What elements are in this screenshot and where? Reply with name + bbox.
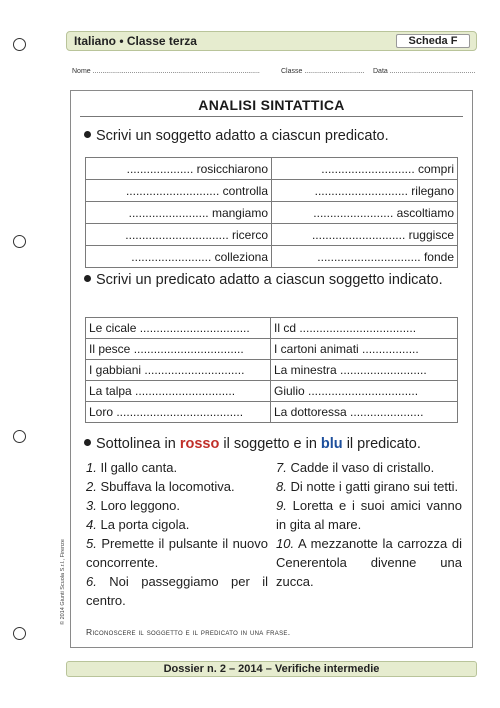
sentence-number: 3. (86, 498, 97, 513)
sentence-item (86, 477, 268, 496)
punch-hole-top (13, 38, 26, 51)
copyright-notice: © 2014 Giunti Scuola S.r.l., Firenze (60, 539, 66, 625)
sentence-text[interactable]: A mezzanotte la carrozza di Cenerentola divenne una zucca. (276, 536, 462, 589)
fill-in-cell[interactable]: ............................... fonde (272, 246, 458, 268)
sentence-text[interactable]: Loretta e i suoi amici vanno in gita al mare. (276, 498, 462, 532)
exercise-3-text-a: Sottolinea in (96, 436, 180, 452)
sentence-text[interactable]: Premette il pulsante il nuovo concorrente. (86, 536, 268, 570)
sentence-item (86, 515, 268, 534)
exercise-2-text: Scrivi un predicato adatto a ciascun soggetto indicato. (96, 272, 443, 288)
sentence-text[interactable]: Loro leggono. (100, 498, 180, 513)
word-rosso: rosso (179, 436, 220, 452)
sentence-number: 4. (86, 517, 97, 532)
exercise-3-text-b: il soggetto e in (219, 436, 321, 452)
sentences-right-column (276, 458, 462, 591)
sentence-item (276, 477, 462, 496)
sentence-item (276, 496, 462, 534)
fill-in-cell[interactable]: La talpa .............................. (86, 381, 271, 402)
fill-in-cell[interactable]: ............................ rilegano (272, 180, 458, 202)
header-title: Italiano • Classe terza (74, 34, 197, 48)
sentence-text[interactable]: La porta cigola. (100, 517, 190, 532)
fill-in-cell[interactable]: ............................... ricerco (86, 224, 272, 246)
exercise-1-instruction (84, 127, 389, 146)
sentence-number: 1. (86, 460, 97, 475)
sentences-left-column (86, 458, 268, 610)
fill-in-cell[interactable]: ........................ ascoltiamo (272, 202, 458, 224)
fill-in-cell[interactable]: Giulio ................................. (271, 381, 458, 402)
punch-hole-upper (13, 235, 26, 248)
exercise-3-text-c: il predicato. (342, 436, 421, 452)
sentence-number: 7. (276, 460, 287, 475)
exercise-1-table (85, 157, 458, 268)
table-row (86, 158, 458, 180)
fill-in-cell[interactable]: Le cicale ................................. (86, 318, 271, 339)
table-row (86, 402, 458, 423)
sentence-item (276, 458, 462, 477)
punch-hole-bottom (13, 627, 26, 640)
exercise-3-instruction (84, 435, 421, 454)
fill-in-cell[interactable]: ............................ ruggisce (272, 224, 458, 246)
sentence-item (86, 496, 268, 515)
sentence-number: 5. (86, 536, 97, 551)
sentence-item (86, 458, 268, 477)
bullet-icon (84, 131, 91, 138)
sentence-number: 6. (86, 574, 97, 589)
name-field[interactable]: Nome ...................................................................................... (72, 68, 260, 75)
sentence-text[interactable]: Sbuffava la locomotiva. (100, 479, 235, 494)
fill-in-cell[interactable]: ........................ mangiamo (86, 202, 272, 224)
fill-in-cell[interactable]: La minestra .......................... (271, 360, 458, 381)
sentence-text[interactable]: Noi passeggiamo per il centro. (86, 574, 268, 608)
sentence-text[interactable]: Il gallo canta. (100, 460, 178, 475)
sentence-item (86, 534, 268, 572)
fill-in-cell[interactable]: ........................ collezionа (86, 246, 272, 268)
sentence-text[interactable]: Di notte i gatti girano sui tetti. (290, 479, 459, 494)
table-row (86, 180, 458, 202)
table-row (86, 381, 458, 402)
fill-in-cell[interactable]: La dottoressa ...................... (271, 402, 458, 423)
exercise-2-instruction (84, 271, 444, 290)
table-row (86, 360, 458, 381)
bullet-icon (84, 275, 91, 282)
worksheet-badge: Scheda F (396, 34, 470, 48)
fill-in-cell[interactable]: Il pesce ................................. (86, 339, 271, 360)
table-row (86, 202, 458, 224)
table-row (86, 246, 458, 268)
fill-in-cell[interactable]: Il cd ................................... (271, 318, 458, 339)
fill-in-cell[interactable]: I gabbiani .............................. (86, 360, 271, 381)
word-blu: blu (320, 436, 343, 452)
fill-in-cell[interactable]: .................... rosicchiarono (86, 158, 272, 180)
fill-in-cell[interactable]: ............................ compri (272, 158, 458, 180)
header-bar (66, 31, 477, 51)
fill-in-cell[interactable]: ............................ controlla (86, 180, 272, 202)
sentence-text[interactable]: Cadde il vaso di cristallo. (290, 460, 435, 475)
fill-in-cell[interactable]: I cartoni animati ................. (271, 339, 458, 360)
learning-objective: Riconoscere il soggetto e il predicato in una frase. (86, 627, 291, 637)
title-divider (80, 116, 463, 117)
exercise-1-text: Scrivi un soggetto adatto a ciascun predicato. (96, 128, 389, 144)
sentence-number: 2. (86, 479, 97, 494)
class-field[interactable]: Classe ............................... (281, 68, 365, 75)
fill-in-cell[interactable]: Loro ...................................... (86, 402, 271, 423)
page-title: ANALISI SINTATTICA (198, 97, 345, 113)
sentence-item (276, 534, 462, 591)
sentence-number: 9. (276, 498, 287, 513)
date-field[interactable]: Data ............................................ (373, 68, 476, 75)
table-row (86, 224, 458, 246)
table-row (86, 339, 458, 360)
bullet-icon (84, 439, 91, 446)
sentence-number: 10. (276, 536, 295, 551)
footer-bar: Dossier n. 2 – 2014 – Verifiche intermedie (66, 661, 477, 677)
exercise-2-table (85, 317, 458, 423)
punch-hole-lower (13, 430, 26, 443)
sentence-item (86, 572, 268, 610)
table-row (86, 318, 458, 339)
sentence-number: 8. (276, 479, 287, 494)
